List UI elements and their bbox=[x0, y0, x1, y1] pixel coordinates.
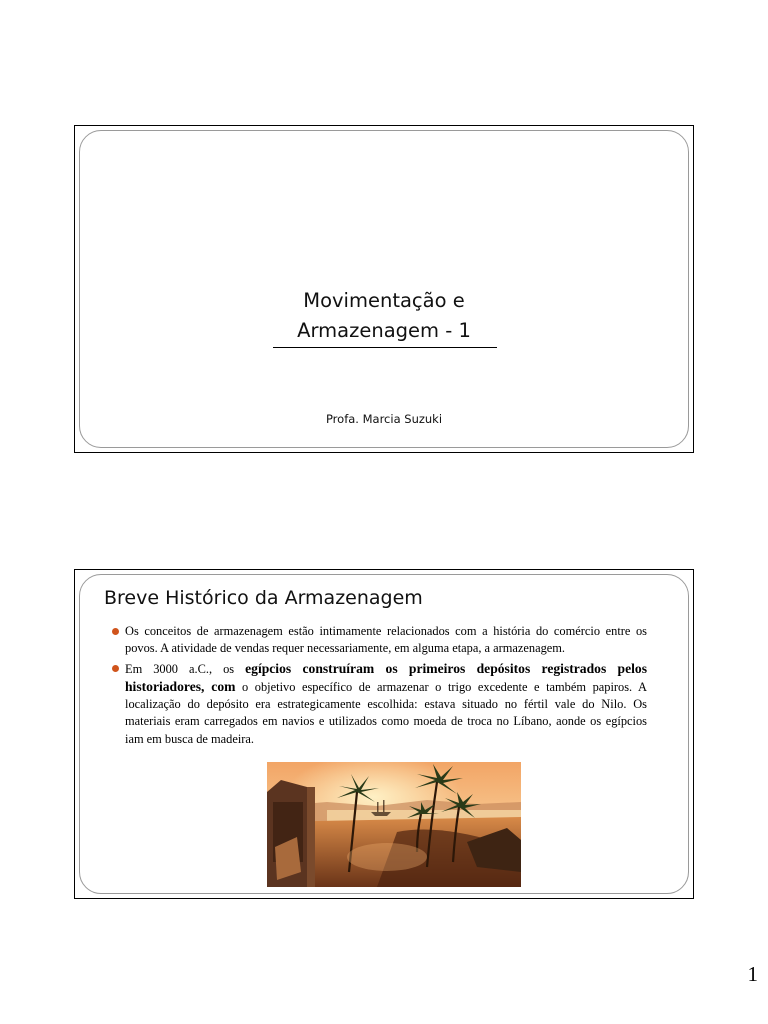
egypt-nile-illustration bbox=[267, 762, 521, 887]
slide-1 bbox=[74, 125, 694, 453]
bullet-list bbox=[125, 623, 647, 751]
slide-1-title-line-2: Armazenagem - 1 bbox=[297, 319, 471, 342]
slide-1-title bbox=[75, 286, 693, 346]
slide-1-title-line-1: Movimentação e bbox=[303, 289, 465, 312]
slide-2-title: Breve Histórico da Armazenagem bbox=[104, 587, 423, 609]
bullet-item-2-post: o objetivo específico de armazenar o trigo excedente e também papiros. A localização do depósito era estrategicamente escolhida: estava situado no fértil vale do Nilo. Os materiais eram carregados em navios e utilizados como moeda de troca no Líbano, aonde os egípcios iam em busca de madeira. bbox=[125, 680, 647, 746]
bullet-item-2 bbox=[125, 660, 647, 747]
slide-1-author: Profa. Marcia Suzuki bbox=[325, 412, 443, 426]
bullet-item-2-pre: Em 3000 a.C., os bbox=[125, 662, 246, 677]
bullet-item-1-text: Os conceitos de armazenagem estão intimamente relacionados com a história do comércio entre os povos. A atividade de vendas requer necessariamente, em alguma etapa, a armazenagem. bbox=[125, 624, 647, 656]
bullet-dot-icon bbox=[112, 628, 119, 635]
slide-2 bbox=[74, 569, 694, 899]
bullet-item-1 bbox=[125, 623, 647, 657]
title-underline bbox=[273, 347, 497, 348]
bullet-item-2-bold: egípcios construíram os primeiros depósitos registrados pelos historiadores, com bbox=[125, 661, 648, 695]
page-number: 1 bbox=[747, 962, 758, 986]
